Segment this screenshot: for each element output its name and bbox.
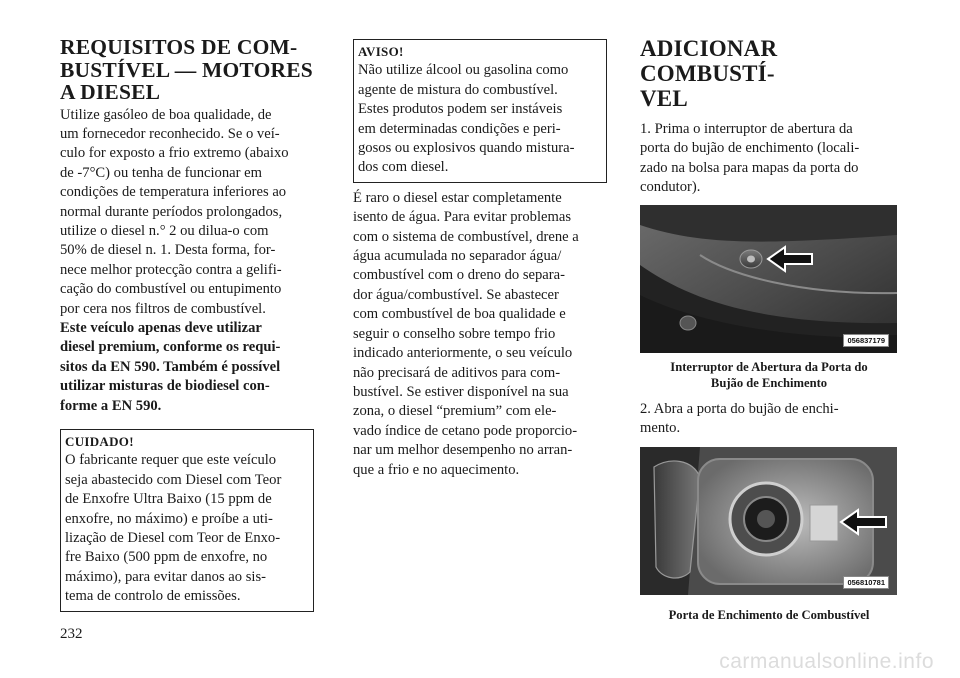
text-line: utilize o diesel n.° 2 ou dilua-o com	[60, 222, 269, 239]
text-line: com o sistema de combustível, drene a	[353, 228, 579, 245]
text-line: lização de Diesel com Teor de Enxo-	[65, 530, 281, 547]
text-line: tema de controlo de emissões.	[65, 588, 241, 605]
fuel-requirements-paragraph	[60, 106, 314, 417]
column-right	[640, 36, 898, 623]
fuel-door-illustration	[640, 447, 897, 595]
fuel-filler-door-image	[640, 447, 897, 595]
text-line: de Enxofre Ultra Baixo (15 ppm de	[65, 491, 272, 508]
text-line: água acumulada no separador água/	[353, 248, 562, 265]
caution-box	[60, 429, 314, 612]
text-line: dos com diesel.	[358, 159, 449, 176]
figure-2-caption: Porta de Enchimento de Combustível	[668, 608, 870, 623]
text-line: nece melhor protecção contra a gelifi-	[60, 261, 282, 278]
text-line: diesel premium, conforme os requi-	[60, 339, 281, 356]
text-line: um fornecedor reconhecido. Se o veí-	[60, 125, 280, 142]
text-line: combustível com o dreno do separa-	[353, 267, 565, 284]
text-line: bustível. Se estiver disponível na sua	[353, 383, 569, 400]
column-middle	[353, 39, 607, 480]
text-line: sitos da EN 590. Também é possível	[60, 358, 281, 375]
text-line: com combustível de boa qualidade e	[353, 306, 566, 323]
caution-title: CUIDADO!	[65, 434, 134, 449]
text-line: de -7°C) ou tenha de funcionar em	[60, 164, 262, 181]
section-heading-adding-fuel: ADICIONAR COMBUSTÍ- VEL	[640, 36, 778, 111]
text-line: Estes produtos podem ser instáveis	[358, 101, 563, 118]
warning-box	[353, 39, 607, 183]
page-number: 232	[60, 626, 83, 642]
text-line: Não utilize álcool ou gasolina como	[358, 62, 569, 79]
text-line: condições de temperatura inferiores ao	[60, 184, 287, 201]
text-line: normal durante períodos prolongados,	[60, 203, 283, 220]
text-line: nar um melhor desempenho no arran-	[353, 442, 573, 459]
text-line: que a frio e no aquecimento.	[353, 461, 520, 478]
figure-1-caption: Interruptor de Abertura da Porta do Bujão de Enchimento	[670, 359, 868, 390]
text-line: É raro o diesel estar completamente	[353, 189, 562, 206]
text-line: dor água/combustível. Se abastecer	[353, 286, 559, 303]
text-line: seguir o conselho sobre tempo frio	[353, 325, 556, 342]
column-left	[60, 36, 314, 612]
text-line: utilizar misturas de biodiesel con-	[60, 378, 270, 395]
text-line: não precisará de aditivos para com-	[353, 364, 561, 381]
text-line: 50% de diesel n. 1. Desta forma, for-	[60, 242, 276, 259]
text-line: condutor).	[640, 179, 701, 196]
step-2-text	[640, 400, 898, 439]
text-line: mento.	[640, 420, 681, 437]
fuel-door-release-switch-image	[640, 205, 897, 353]
text-line: gosos ou explosivos quando mistura-	[358, 140, 575, 157]
text-line: seja abastecido com Diesel com Teor	[65, 471, 282, 488]
text-line: porta do bujão de enchimento (locali-	[640, 140, 860, 157]
section-heading-fuel-requirements: REQUISITOS DE COM- BUSTÍVEL — MOTORES A DIESEL	[60, 35, 313, 104]
text-line: indicado anteriormente, o seu veículo	[353, 345, 573, 362]
text-line: em determinadas condições e peri-	[358, 120, 561, 137]
figure-code: 056810781	[843, 576, 889, 589]
door-panel-illustration	[640, 205, 897, 353]
text-line: zona, o diesel “premium” com ele-	[353, 403, 557, 420]
text-line: forme a EN 590.	[60, 397, 162, 414]
text-line: culo for exposto a frio extremo (abaixo	[60, 145, 289, 162]
warning-text	[358, 61, 602, 177]
text-line: Utilize gasóleo de boa qualidade, de	[60, 106, 272, 123]
watermark: carmanualsonline.info	[719, 650, 934, 673]
text-line: O fabricante requer que este veículo	[65, 452, 277, 469]
text-line: enxofre, no máximo) e proíbe a uti-	[65, 510, 273, 527]
text-line: Este veículo apenas deve utilizar	[60, 319, 262, 336]
text-line: 2. Abra a porta do bujão de enchi-	[640, 400, 839, 417]
step-1-text	[640, 120, 898, 198]
text-line: zado na bolsa para mapas da porta do	[640, 159, 859, 176]
text-line: isento de água. Para evitar problemas	[353, 209, 572, 226]
caution-text	[65, 451, 309, 606]
figure-code: 056837179	[843, 334, 889, 347]
text-line: vado índice de cetano pode proporcio-	[353, 422, 578, 439]
text-line: agente de mistura do combustível.	[358, 81, 558, 98]
text-line: por cera nos filtros de combustível.	[60, 300, 266, 317]
text-line: máximo), para evitar danos ao sis-	[65, 568, 267, 585]
text-line: 1. Prima o interruptor de abertura da	[640, 121, 853, 137]
warning-title: AVISO!	[358, 44, 404, 59]
text-line: fre Baixo (500 ppm de enxofre, no	[65, 549, 268, 566]
water-separator-paragraph	[353, 189, 607, 480]
text-line: cação do combustível ou entupimento	[60, 281, 282, 298]
